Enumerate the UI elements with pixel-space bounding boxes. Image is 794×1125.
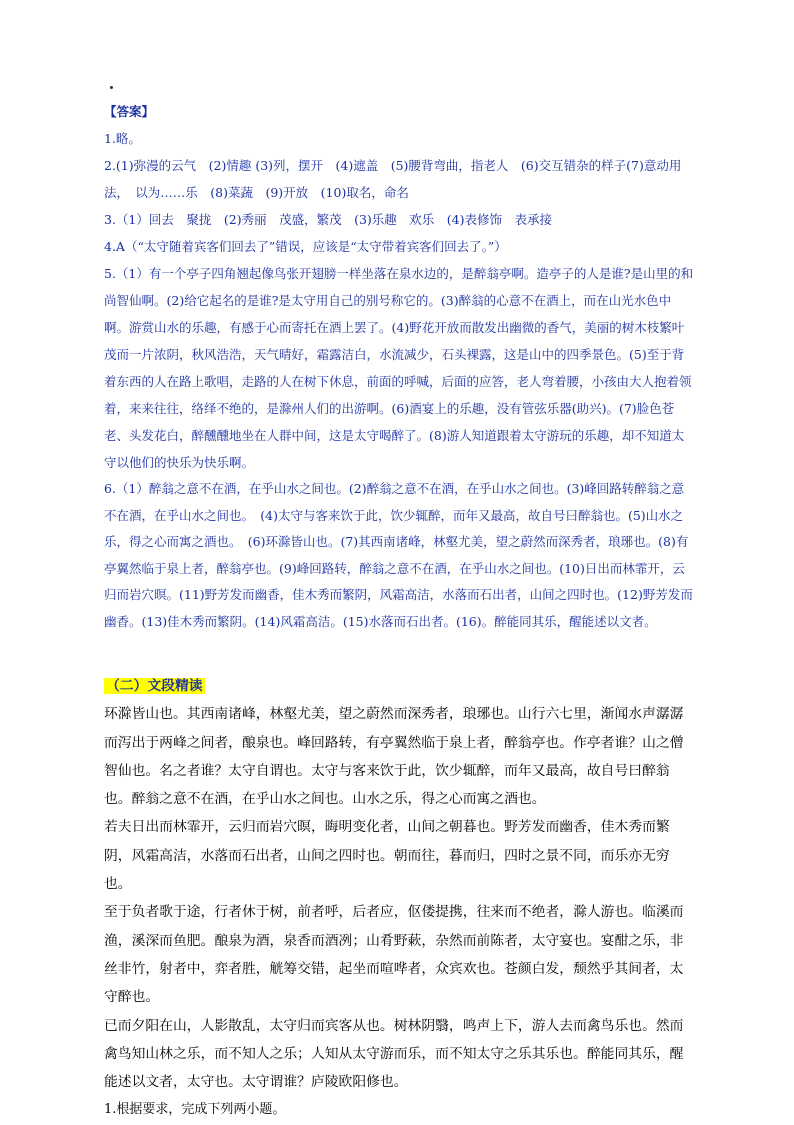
answer-block (104, 98, 696, 635)
passage-paragraph-4: 已而夕阳在山，人影散乱，太守归而宾客从也。树林阴翳，鸣声上下，游人去而禽鸟乐也。然而禽鸟知山林之乐，而不知人之乐；人知从太守游而乐，而不知太守之乐其乐也。醉能同其乐，醒能述以文者，太守也。太守谓谁？庐陵欧阳修也。 (104, 1017, 684, 1091)
answer-item-6: 6.（1）醉翁之意不在酒，在乎山水之间也。(2)醉翁之意不在酒，在乎山水之间也。(3)峰回路转醉翁之意不在酒，在乎山水之间也。 (4)太守与客来饮于此，饮少辄醉，而年又最高，故自号曰醉翁也。(5)山水之乐，得之心而寓之酒也。 (6)环滁皆山也。(7)其西南诸峰，林壑尤美，望之蔚然而深秀者，琅琊也。(8)有亭翼然临于泉上者，醉翁亭也。(9)峰回路转，醉翁之意不在酒，在乎山水之间也。(10)日出而林霏开，云归而岩穴暝。(11)野芳发而幽香，佳木秀而繁阴，风霜高洁，水落而石出者，山间之四时也。(12)野芳发而幽香。(13)佳木秀而繁阴。(14)风霜高洁。(15)水落而石出者。(16)。醉能同其乐，醒能述以文者。 (104, 481, 693, 629)
section-title: （二）文段精读 (106, 678, 203, 694)
answer-item-2: 2.(1)弥漫的云气 (2)情趣 (3)列，摆开 (4)遮盖 (5)腰背弯曲，指老人 (6)交互错杂的样子(7)意动用法， 以为……乐 (8)菜蔬 (9)开放 (10)取名，命名 (104, 158, 682, 200)
answer-header: 【答案】 (104, 104, 155, 119)
answer-item-1: 1.略。 (104, 131, 141, 146)
passage-paragraph-2: 若夫日出而林霏开，云归而岩穴暝，晦明变化者，山间之朝暮也。野芳发而幽香，佳木秀而繁阴，风霜高洁，水落而石出者，山间之四时也。朝而往，暮而归，四时之景不同，而乐亦无穷也。 (104, 819, 670, 893)
question-prompt: 1.根据要求，完成下列两小题。 (104, 1102, 286, 1118)
passage-paragraph-3: 至于负者歌于途，行者休于树，前者呼，后者应，伛偻提携，往来而不绝者，滁人游也。临溪而渔，溪深而鱼肥。酿泉为酒，泉香而酒冽；山肴野蔌，杂然而前陈者，太守宴也。宴酣之乐，非丝非竹，射者中，弈者胜，觥筹交错，起坐而喧哗者，众宾欢也。苍颜白发，颓然乎其间者，太守醉也。 (104, 904, 684, 1006)
reading-section (104, 672, 696, 1125)
answer-item-3: 3.（1）回去 聚拢 (2)秀丽 茂盛，繁茂 (3)乐趣 欢乐 (4)表修饰 表承接 (104, 212, 552, 227)
passage-paragraph-1: 环滁皆山也。其西南诸峰，林壑尤美，望之蔚然而深秀者，琅琊也。山行六七里，渐闻水声潺潺而泻出于两峰之间者，酿泉也。峰回路转，有亭翼然临于泉上者，醉翁亭也。作亭者谁？山之僧智仙也。名之者谁？太守自谓也。太守与客来饮于此，饮少辄醉，而年又最高，故自号曰醉翁也。醉翁之意不在酒，在乎山水之间也。山水之乐，得之心而寓之酒也。 (104, 706, 684, 808)
answer-item-5: 5.（1）有一个亭子四角翘起像鸟张开翅膀一样坐落在泉水边的，是醉翁亭啊。造亭子的人是谁?是山里的和尚智仙啊。(2)给它起名的是谁?是太守用自己的别号称它的。(3)醉翁的心意不在酒上，而在山光水色中啊。游赏山水的乐趣，有感于心而寄托在酒上罢了。(4)野花开放而散发出幽微的香气，美丽的树木枝繁叶茂而一片浓阴，秋风浩浩，天气晴好，霜露洁白，水流减少，石头裸露，这是山中的四季景色。(5)至于背着东西的人在路上歌唱，走路的人在树下休息，前面的呼喊，后面的应答，老人弯着腰，小孩由大人抱着领着，来来往往，络绎不绝的，是滁州人们的出游啊。(6)酒宴上的乐趣，没有管弦乐器(助兴)。(7)脸色苍老、头发花白，醉醺醺地坐在人群中间，这是太守喝醉了。(8)游人知道跟着太守游玩的乐趣，却不知道太守以他们的快乐为快乐啊。 (104, 266, 694, 470)
answer-item-4: 4.A（“太守随着宾客们回去了”错误，应该是“太守带着宾客们回去了。”） (104, 239, 507, 254)
page-mark (110, 86, 113, 89)
